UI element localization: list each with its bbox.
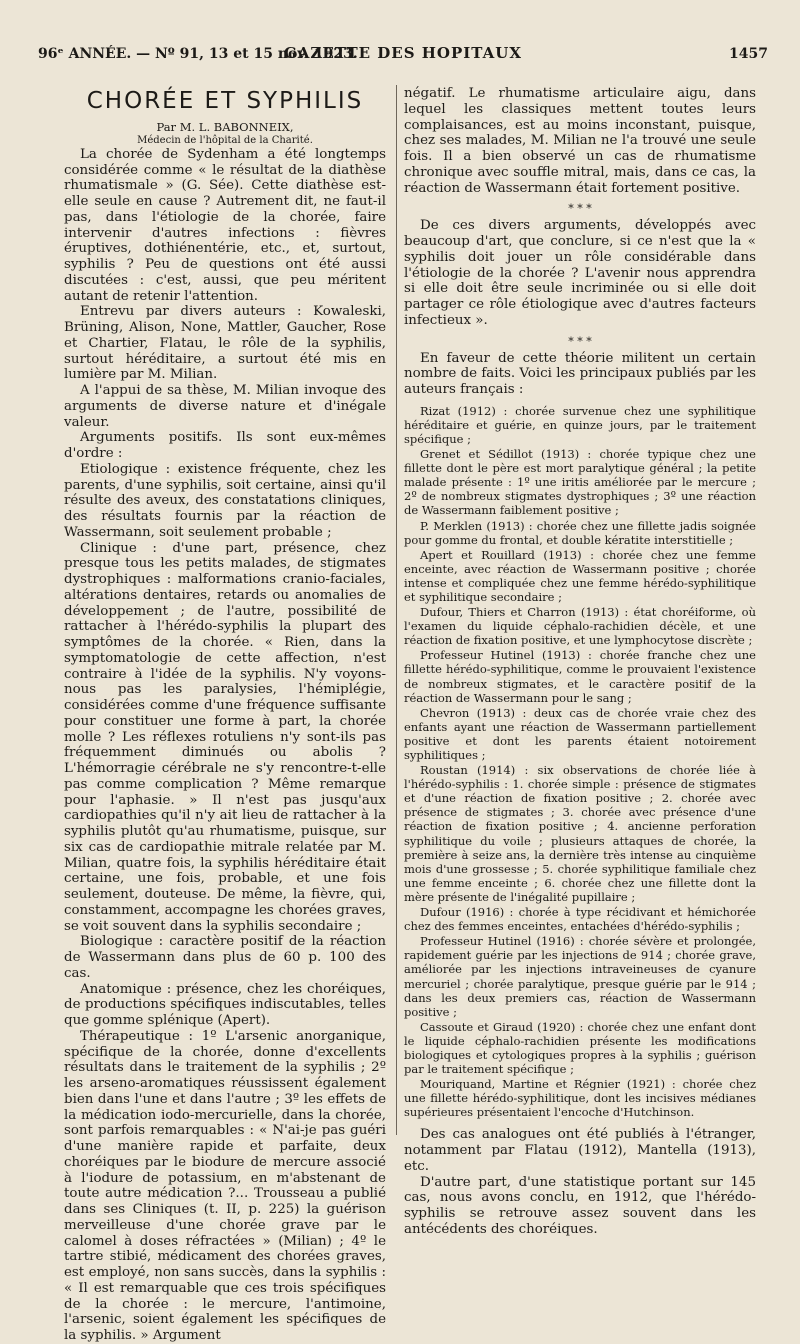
paragraph: Etiologique : existence fréquente, chez les parents, d'une syphilis, soit certaine, ainsi qu'il résulte des aveux, des constatations cliniques, des résultats fournis par la réaction de Wassermann, soit seulement probable ; [64, 461, 386, 540]
case-entry: Cassoute et Giraud (1920) : chorée chez une enfant dont le liquide céphalo-rachidien présente les modifications biologiques et cytologiques propres à la syphilis ; guérison par le traitement spécifique ; [404, 1019, 756, 1077]
article-author: Par M. L. BABONNEIX, [156, 119, 294, 134]
paragraph: Entrevu par divers auteurs : Kowaleski, Brüning, Alison, None, Mattler, Gaucher, Rose et Chartier, Flatau, le rôle de la syphilis, surtout héréditaire, a surtout été mis en lumière par M. Milian. [64, 304, 386, 383]
case-entry: Chevron (1913) : deux cas de chorée vraie chez des enfants ayant une réaction de Wassermann partiellement positive et dont les parents étaient notoirement syphilitiques ; [404, 705, 756, 762]
paragraph: La chorée de Sydenham a été longtemps considérée comme « le résultat de la diathèse rhumatismale » (G. Sée). Cette diathèse est-elle seule en cause ? Autrement dit, ne faut-il pas, dans l'étiologie de la chorée, faire intervenir d'autres infections : fièvres éruptives, dothiénentérie, etc., et, surtout, syphilis ? Peu de questions ont été aussi discutées : c'est, aussi, que peu méritent autant de retenir l'attention. [64, 146, 386, 304]
case-entry: Apert et Rouillard (1913) : chorée chez une femme enceinte, avec réaction de Wassermann positive ; chorée intense et compliquée chez une femme hérédo-syphilitique et syphilitique secondaire ; [404, 547, 756, 604]
paragraph: Arguments positifs. Ils sont eux-mêmes d'ordre : [64, 430, 386, 461]
paragraph: Des cas analogues ont été publiés à l'étranger, notamment par Flatau (1912), Mantella (1913), etc. [404, 1127, 756, 1174]
paragraph: négatif. Le rhumatisme articulaire aigu, dans lequel les classiques mettent toutes leurs complaisances, est au moins inconstant, puisque, chez ses malades, M. Milian ne l'a trouvé une seule fois. Il a bien observé un cas de rhumatisme chronique avec souffle mitral, mais, dans ce cas, la réaction de Wassermann était fortement positive. [404, 86, 756, 196]
page-header [38, 44, 768, 68]
paragraph: En faveur de cette théorie militent un certain nombre de faits. Voici les principaux publiés par les auteurs français : [404, 350, 756, 397]
paragraph: D'autre part, d'une statistique portant sur 145 cas, nous avons conclu, en 1912, que l'hérédo-syphilis se retrouve assez souvent dans les antécédents des choréiques. [404, 1174, 756, 1237]
article-affiliation: Médecin de l'hôpital de la Charité. [137, 134, 313, 146]
case-entry: Roustan (1914) : six observations de chorée liée à l'hérédo-syphilis : 1. chorée simple : présence de stigmates et d'une réaction de fixation positive ; 2. chorée avec présence de stigmates ; 3. chorée avec présence d'une réaction de fixation positive ; 4. ancienne perforation syphilitique du voile ; plusieurs attaques de chorée, la première à seize ans, la dernière très intense au cinquième mois d'une grossesse ; 5. chorée syphilitique familiale chez une femme enceinte ; 6. chorée chez une fillette dont la mère présente de l'inégalité pupillaire ; [404, 763, 756, 904]
paragraph: Clinique : d'une part, présence, chez presque tous les petits malades, de stigmates dystrophiques : malformations cranio-faciales, altérations dentaires, retards ou anomalies de développement ; de l'autre, possibilité de rattacher à l'hérédo-syphilis la plupart des symptômes de la chorée. « Rien, dans la symptomatologie de cette affection, n'est contraire à l'idée de la syphilis. N'y voyons-nous pas les paralysies, l'hémiplégie, considérées comme d'une fréquence suffisante pour constituer une forme à part, la chorée molle ? Les réflexes rotuliens n'y sont-ils pas fréquemment diminués ou abolis ? L'hémorragie cérébrale ne s'y rencontre-t-elle pas comme complication ? Même remarque pour l'aphasie. » Il n'est pas jusqu'aux cardiopathies qu'il n'y ait lieu de rattacher à la syphilis plutôt qu'au rhumatisme, puisque, sur six cas de cardiopathie mitrale relatée par M. Milian, quatre fois, la syphilis héréditaire était certaine, une fois, probable, et une fois seulement, douteuse. De même, la fièvre, qui, constamment, accompagne les chorées graves, se voit souvent dans la syphilis secondaire ; [64, 540, 386, 934]
case-entry: Dufour (1916) : chorée à type récidivant et hémichorée chez des femmes enceintes, entachées d'hérédo-syphilis ; [404, 905, 756, 934]
paragraph: De ces divers arguments, développés avec beaucoup d'art, que conclure, si ce n'est que la « syphilis doit jouer un rôle considérable dans l'étiologie de la chorée ? L'avenir nous apprendra si elle doit être seule incriminée ou si elle doit partager ce rôle étiologique avec d'autres facteurs infectieux ». [404, 218, 756, 328]
section-separator: * * * [568, 334, 592, 348]
paragraph: Thérapeutique : 1º L'arsenic anorganique, spécifique de la chorée, donne d'excellents résultats dans le traitement de la syphilis ; 2º les arseno-aromatiques réussissent également bien dans l'une et dans l'autre ; 3º les effets de la médication iodo-mercurielle, dans la chorée, sont parfois remarquables : « N'ai-je pas guéri d'une manière rapide et parfaite, deux choréiques par le biodure de mercure associé à l'iodure de potassium, en m'abstenant de toute autre médication ?... Trousseau a publié dans ses Cliniques (t. II, p. 225) la guérison merveilleuse d'une chorée grave par le calomel à doses réfractées » (Milian) ; 4º le tartre stibié, médicament des chorées graves, est employé, non sans succès, dans la syphilis : « Il est remarquable que ces trois spécifiques de la chorée : le mercure, l'antimoine, l'arsenic, soient également les spécifiques de la syphilis. » Argument [64, 1028, 386, 1343]
case-entry: Dufour, Thiers et Charron (1913) : état choréiforme, où l'examen du liquide céphalo-rachidien décèle, et une réaction de fixation positive, et une lymphocytose discrète ; [404, 605, 756, 648]
right-column [404, 86, 756, 1238]
case-entry: Rizat (1912) : chorée survenue chez une syphilitique héréditaire et guérie, en quinze jours, par le traitement spécifique ; [404, 403, 756, 446]
case-entry: Professeur Hutinel (1913) : chorée franche chez une fillette hérédo-syphilitique, comme le prouvaient l'existence de nombreux stigmates, et le caractère positif de la réaction de Wassermann pour le sang ; [404, 648, 756, 705]
paragraph: A l'appui de sa thèse, M. Milian invoque des arguments de diverse nature et d'inégale valeur. [64, 383, 386, 430]
column-divider [396, 85, 397, 1135]
journal-title: GAZETTE DES HOPITAUX [283, 44, 522, 62]
case-list [404, 404, 756, 1120]
case-entry: Mouriquand, Martine et Régnier (1921) : chorée chez une fillette hérédo-syphilitique, dont les incisives médianes supérieures présentaient l'encoche d'Hutchinson. [404, 1077, 756, 1120]
case-entry: Professeur Hutinel (1916) : chorée sévère et prolongée, rapidement guérie par les injections de 914 ; chorée grave, améliorée par les injections intraveineuses de cyanure mercuriel ; chorée paralytique, presque guérie par le 914 ; dans les deux premiers cas, réaction de Wassermann positive ; [404, 934, 756, 1019]
paragraph: Biologique : caractère positif de la réaction de Wassermann dans plus de 60 p. 100 des cas. [64, 934, 386, 981]
case-entry: Grenet et Sédillot (1913) : chorée typique chez une fillette dont le père est mort paralytique général ; la petite malade présente : 1º une iritis améliorée par le mercure ; 2º de nombreux stigmates dystrophiques ; 3º une réaction de Wassermann faiblement positive ; [404, 447, 756, 518]
case-entry: P. Merklen (1913) : chorée chez une fillette jadis soignée pour gomme du frontal, et double kératite interstitielle ; [404, 518, 756, 547]
section-separator: * * * [568, 202, 592, 216]
page-number: 1457 [729, 46, 768, 62]
article-title: CHORÉE ET SYPHILIS [86, 88, 364, 114]
issue-info: 96ᵉ ANNÉE. — Nº 91, 13 et 15 nov. 1923. [38, 46, 358, 62]
left-column [64, 86, 386, 1344]
paragraph: Anatomique : présence, chez les choréiques, de productions spécifiques indiscutables, telles que gomme splénique (Apert). [64, 981, 386, 1028]
